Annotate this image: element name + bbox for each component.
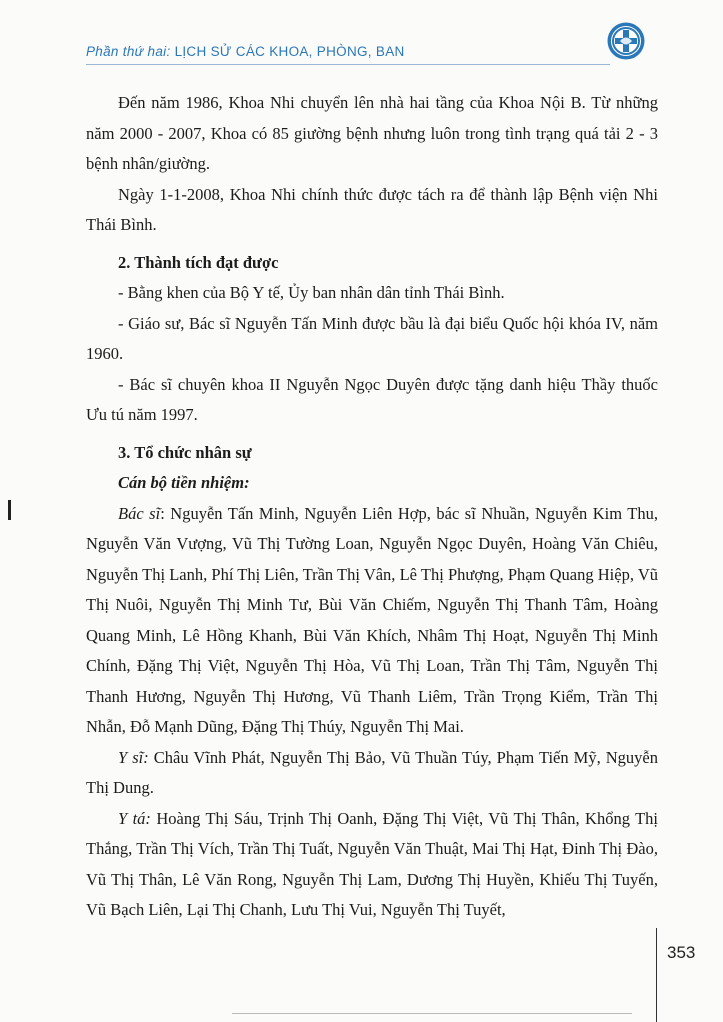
nurses-label: Y tá: <box>118 808 151 828</box>
header-section-title: LỊCH SỬ CÁC KHOA, PHÒNG, BAN <box>174 44 405 59</box>
doctors-paragraph <box>86 499 658 743</box>
doctors-label: Bác sĩ <box>118 503 161 523</box>
running-header <box>86 40 616 64</box>
paragraph-history-1986: Đến năm 1986, Khoa Nhi chuyển lên nhà hai tầng của Khoa Nội B. Từ những năm 2000 - 2007, Khoa có 85 giường bệnh nhưng luôn trong tình trạng quá tải 2 - 3 bệnh nhân/giường. <box>86 93 658 173</box>
subheading-former-staff: Cán bộ tiền nhiệm: <box>118 473 250 492</box>
doctors-list: : Nguyễn Tấn Minh, Nguyễn Liên Hợp, bác sĩ Nhuần, Nguyễn Kim Thu, Nguyễn Văn Vượng, Vũ Thị Tường Loan, Nguyễn Ngọc Duyên, Hoàng Văn Chiêu, Nguyễn Thị Lanh, Phí Thị Liên, Trần Thị Vân, Lê Thị Phượng, Phạm Quang Hiệp, Vũ Thị Nuôi, Nguyễn Thị Minh Tư, Bùi Văn Chiếm, Nguyễn Thị Thanh Tâm, Hoàng Quang Minh, Lê Hồng Khanh, Bùi Văn Khích, Nhâm Thị Hoạt, Nguyễn Thị Minh Chính, Đặng Thị Việt, Nguyễn Thị Hòa, Vũ Thị Loan, Trần Thị Tâm, Nguyễn Thị Thanh Hương, Nguyễn Thị Hương, Vũ Thanh Liêm, Trần Trọng Kiểm, Trần Thị Nhẫn, Đỗ Mạnh Dũng, Đặng Thị Thúy, Nguyễn Thị Mai. <box>86 503 658 736</box>
physicians-label: Y sĩ: <box>118 747 149 767</box>
page-number: 353 <box>667 943 696 962</box>
page-body <box>86 88 658 926</box>
physicians-paragraph <box>86 743 658 804</box>
header-divider <box>86 64 610 65</box>
achievement-item: - Bác sĩ chuyên khoa II Nguyễn Ngọc Duyên được tặng danh hiệu Thầy thuốc Ưu tú năm 1997. <box>86 374 658 424</box>
nurses-paragraph <box>86 804 658 926</box>
hospital-cross-emblem-icon <box>606 21 646 61</box>
nurses-list: Hoàng Thị Sáu, Trịnh Thị Oanh, Đặng Thị Việt, Vũ Thị Thân, Khổng Thị Thắng, Trần Thị Vích, Trần Thị Tuất, Nguyễn Văn Thuật, Mai Thị Hạt, Đinh Thị Đào, Vũ Thị Thân, Lê Văn Rong, Nguyễn Thị Lam, Dương Thị Huyền, Khiếu Thị Tuyến, Vũ Bạch Liên, Lại Thị Chanh, Lưu Thị Vui, Nguyễn Thị Tuyết, <box>86 808 658 919</box>
physicians-list: Châu Vĩnh Phát, Nguyễn Thị Bảo, Vũ Thuần Túy, Phạm Tiến Mỹ, Nguyễn Thị Dung. <box>86 747 658 797</box>
header-section-prefix: Phần thứ hai: <box>86 44 171 59</box>
header-title <box>86 44 405 59</box>
achievement-item: - Bằng khen của Bộ Y tế, Ủy ban nhân dân tỉnh Thái Bình. <box>118 283 505 302</box>
margin-mark <box>8 500 11 520</box>
page-number-divider <box>656 928 657 1022</box>
achievement-item: - Giáo sư, Bác sĩ Nguyễn Tấn Minh được bầu là đại biểu Quốc hội khóa IV, năm 1960. <box>86 313 658 363</box>
paragraph-history-2008: Ngày 1-1-2008, Khoa Nhi chính thức được tách ra để thành lập Bệnh viện Nhi Thái Bình. <box>86 184 658 234</box>
section-heading-achievements: 2. Thành tích đạt được <box>118 252 279 272</box>
bottom-divider <box>232 1013 632 1014</box>
section-heading-staff: 3. Tổ chức nhân sự <box>118 442 252 462</box>
